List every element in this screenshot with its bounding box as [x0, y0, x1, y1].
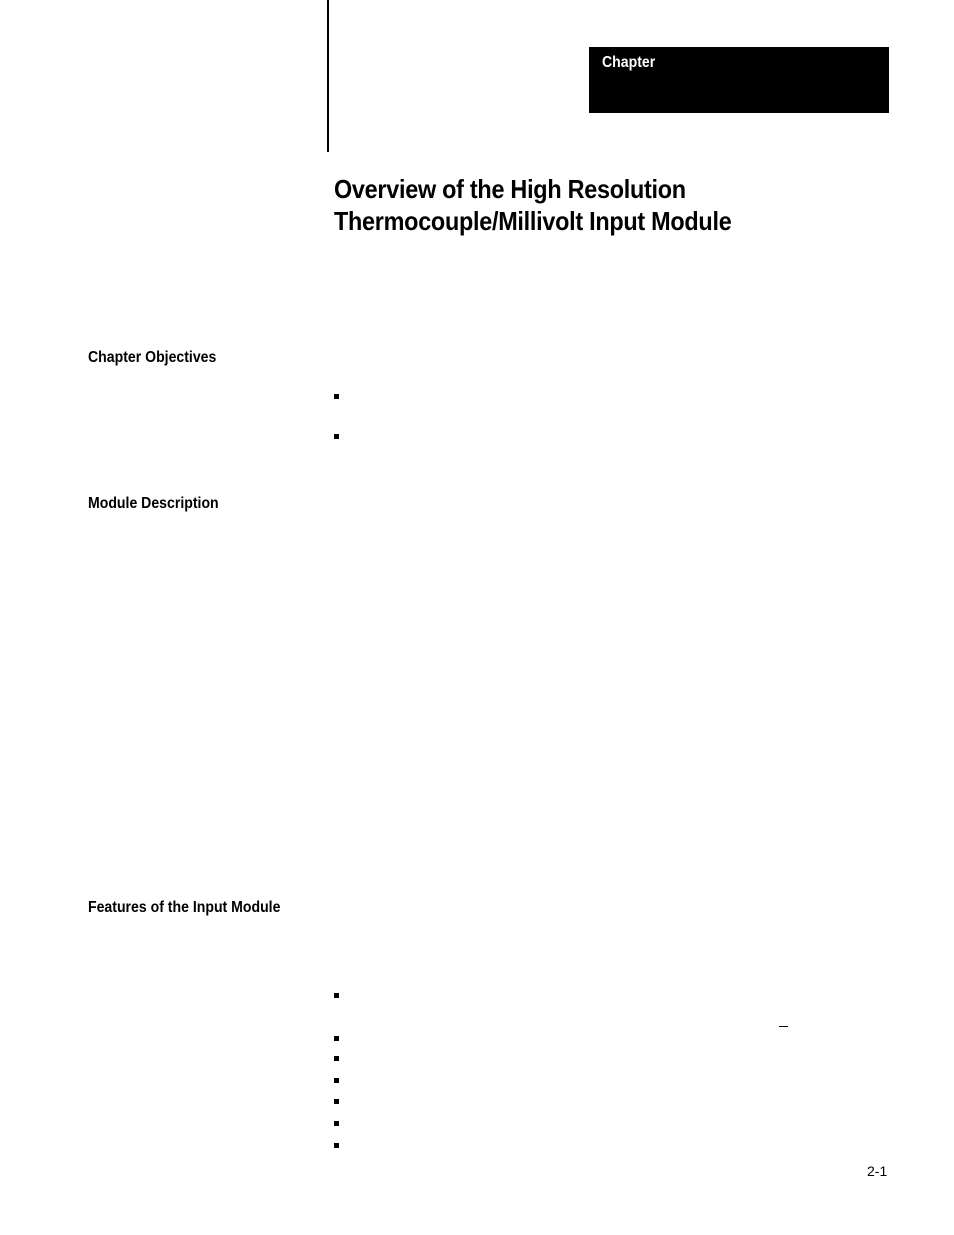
bullet-marker [334, 1078, 339, 1083]
page-title [334, 173, 894, 237]
section-heading-module-description: Module Description [88, 495, 219, 512]
bullet-marker [334, 1036, 339, 1041]
section-heading-chapter-objectives: Chapter Objectives [88, 349, 217, 366]
bullet-marker [334, 394, 339, 399]
bullet-marker [334, 993, 339, 998]
header-vertical-rule [327, 0, 329, 152]
bullet-marker [334, 434, 339, 439]
bullet-marker [334, 1099, 339, 1104]
page-title-line-1: Overview of the High Resolution [334, 174, 686, 204]
bullet-marker [334, 1143, 339, 1148]
page-number: 2-1 [867, 1163, 888, 1179]
chapter-label: Chapter [602, 54, 656, 71]
page-title-line-2: Thermocouple/Millivolt Input Module [334, 206, 732, 236]
dash-mark [779, 1026, 788, 1027]
chapter-tab [589, 47, 889, 113]
section-heading-features: Features of the Input Module [88, 899, 281, 916]
bullet-marker [334, 1056, 339, 1061]
bullet-marker [334, 1121, 339, 1126]
